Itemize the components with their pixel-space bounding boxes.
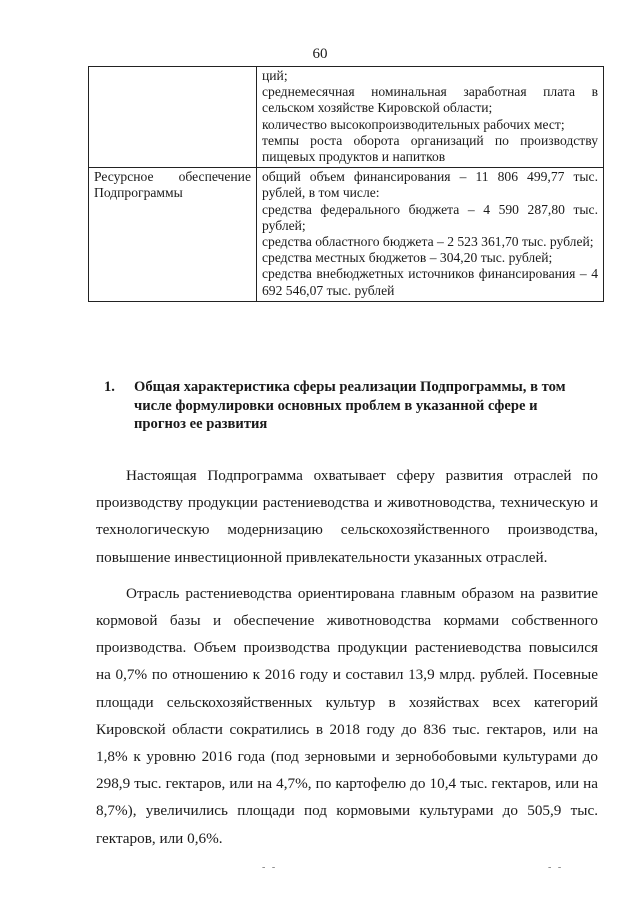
paragraph: Настоящая Подпрограмма охватывает сферу развития отраслей по производству продукции растениеводства и животноводства, техническую и технологическую модернизацию сельскохозяйственного производства, повышение инвестиционной привлекательности указанных отраслей. xyxy=(96,467,598,566)
value-line: средства областного бюджета – 2 523 361,70 тыс. рублей; xyxy=(262,234,594,250)
scan-mark: - - xyxy=(548,862,564,873)
passport-table xyxy=(88,66,604,302)
section-title: Общая характеристика сферы реализации Подпрограммы, в том числе формулировки основных проблем в указанной сфере и прогноз ее развития xyxy=(134,379,566,432)
value-line: средства внебюджетных источников финансирования – 4 692 546,07 тыс. рублей xyxy=(262,266,598,298)
body-text xyxy=(96,462,598,852)
table-row xyxy=(89,168,604,302)
section-heading xyxy=(104,378,584,434)
row-value xyxy=(257,168,604,302)
paragraph: Отрасль растениеводства ориентирована главным образом на развитие кормовой базы и обеспечение животноводства кормами собственного производства. Объем производства продукции растениеводства повысился на 0,7% по отношению к 2016 году и составил 13,9 млрд. рублей. Посевные площади сельскохозяйственных культур в хозяйствах всех категорий Кировской области сократились в 2018 году до 836 тыс. гектаров, или на 1,8% к уровню 2016 года (под зерновыми и зернобобовыми культурами до 298,9 тыс. гектаров, или на 4,7%, по картофелю до 10,4 тыс. гектаров, или на 8,7%), увеличились площади под кормовыми культурами до 505,9 тыс. гектаров, или 0,6%. xyxy=(96,584,598,847)
value-line: ций; xyxy=(262,68,288,83)
table-row xyxy=(89,67,604,168)
row-label: Ресурсное обеспечение Подпрограммы xyxy=(89,168,257,302)
value-line: средства местных бюджетов – 304,20 тыс. рублей; xyxy=(262,250,553,266)
value-line: средства федерального бюджета – 4 590 287,80 тыс. рублей; xyxy=(262,201,598,233)
row-value xyxy=(257,67,604,168)
value-line: количество высокопроизводительных рабочих мест; xyxy=(262,116,565,132)
value-line: темпы роста оборота организаций по производству пищевых продуктов и напитков xyxy=(262,132,598,165)
value-line: общий объем финансирования – 11 806 499,77 тыс. рублей, в том числе: xyxy=(262,169,598,201)
scan-mark: - - xyxy=(262,862,278,873)
section-number: 1. xyxy=(104,379,115,395)
page-number: 60 xyxy=(312,46,328,62)
value-line: среднемесячная номинальная заработная плата в сельском хозяйстве Кировской области; xyxy=(262,84,598,116)
row-label xyxy=(89,67,257,168)
